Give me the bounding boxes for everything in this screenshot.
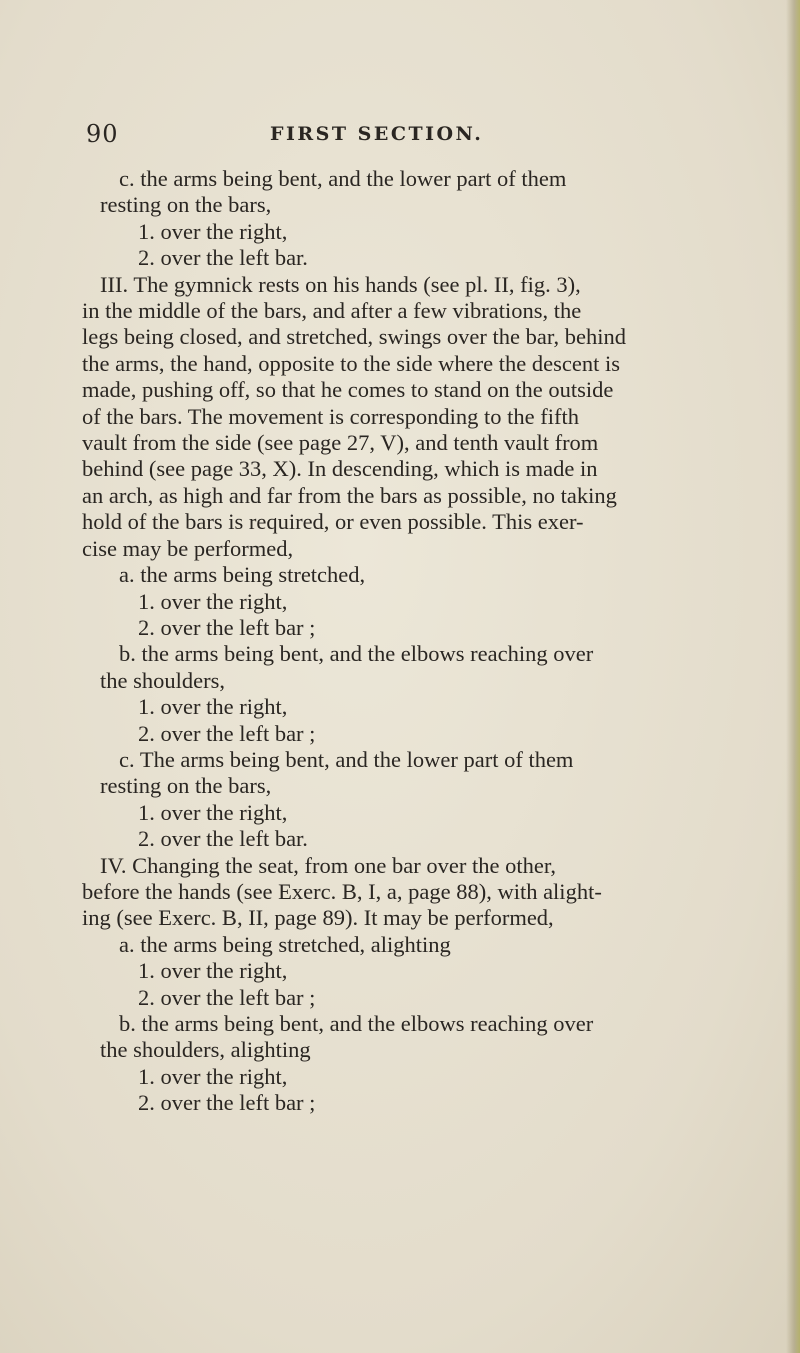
running-head: FIRST SECTION. xyxy=(270,123,484,145)
text-line: 1. over the right, xyxy=(138,218,288,244)
text-line: resting on the bars, xyxy=(100,192,272,218)
text-line: 2. over the left bar ; xyxy=(138,720,316,746)
text-line: b. the arms being bent, and the elbows reaching over xyxy=(119,1011,594,1036)
text-line: the arms, the hand, opposite to the side where the descent is xyxy=(82,350,620,376)
text-line: 2. over the left bar ; xyxy=(138,614,316,640)
text-line: 2. over the left bar ; xyxy=(138,984,316,1010)
text-line: made, pushing off, so that he comes to stand on the outside xyxy=(82,377,614,403)
text-line: III. The gymnick rests on his hands (see pl. II, fig. 3), xyxy=(100,271,581,297)
text-line: b. the arms being bent, and the elbows reaching over xyxy=(119,641,594,667)
text-line: the shoulders, xyxy=(100,667,225,693)
text-line: 1. over the right, xyxy=(138,1063,288,1089)
text-line: of the bars. The movement is corresponding to the fifth xyxy=(82,403,579,429)
text-line: 2. over the left bar ; xyxy=(138,1090,316,1116)
text-line: in the middle of the bars, and after a few vibrations, the xyxy=(82,298,582,324)
text-line: ing (see Exerc. B, II, page 89). It may be performed, xyxy=(82,905,554,931)
page-edge xyxy=(786,0,800,1353)
text-line: vault from the side (see page 27, V), and tenth vault from xyxy=(82,430,599,456)
text-line: 2. over the left bar. xyxy=(138,245,308,271)
text-line: IV. Changing the seat, from one bar over the other, xyxy=(100,852,557,878)
text-line: the shoulders, alighting xyxy=(100,1037,311,1063)
text-line: c. The arms being bent, and the lower part of them xyxy=(119,746,574,772)
text-line: hold of the bars is required, or even possible. This exer- xyxy=(82,509,584,535)
text-line: a. the arms being stretched, xyxy=(119,562,366,588)
text-line: a. the arms being stretched, alighting xyxy=(119,931,451,957)
page-number: 90 xyxy=(86,120,119,148)
text-line: c. the arms being bent, and the lower part of them xyxy=(119,166,567,191)
text-line: resting on the bars, xyxy=(100,773,272,799)
text-line: 1. over the right, xyxy=(138,958,288,984)
text-line: 1. over the right, xyxy=(138,588,288,614)
text-line: legs being closed, and stretched, swings over the bar, behind xyxy=(82,324,626,350)
text-line: 1. over the right, xyxy=(138,799,288,825)
text-line: behind (see page 33, X). In descending, which is made in xyxy=(82,456,598,482)
text-line: cise may be performed, xyxy=(82,535,294,561)
page-body xyxy=(82,166,722,1117)
text-line: before the hands (see Exerc. B, I, a, page 88), with alight- xyxy=(82,878,602,904)
page-header xyxy=(86,120,726,150)
text-line: 1. over the right, xyxy=(138,694,288,720)
text-line: an arch, as high and far from the bars as possible, no taking xyxy=(82,482,617,508)
text-line: 2. over the left bar. xyxy=(138,826,308,852)
